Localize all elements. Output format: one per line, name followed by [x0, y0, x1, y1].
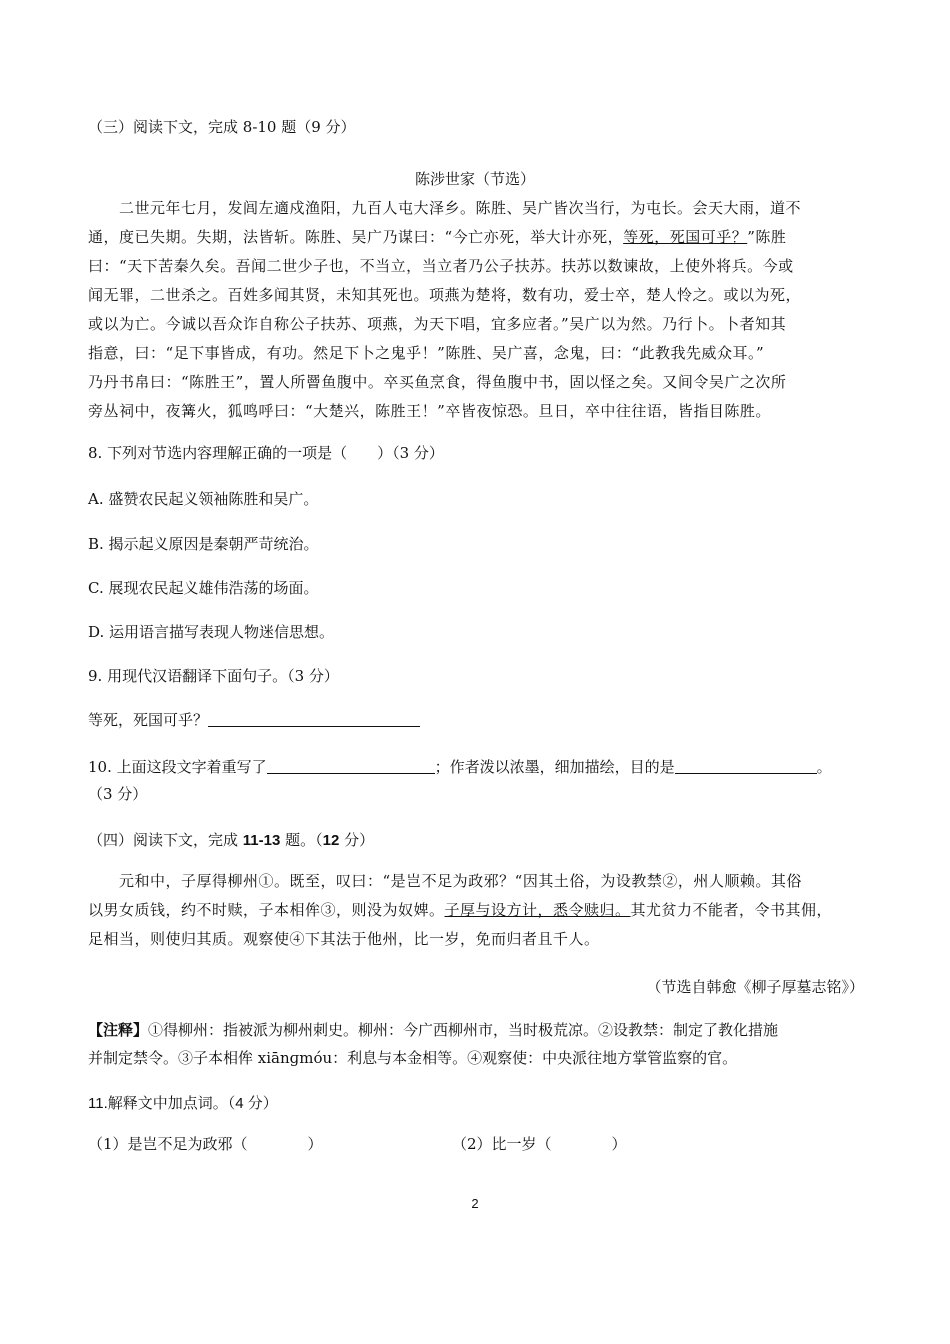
passage-line: 曰：“天下苦秦久矣。吾闻二世少子也，不当立，当立者乃公子扶苏。扶苏以数谏故，上使外将兵。今或	[88, 257, 794, 275]
q11-item-2: （2）比一岁（ ）	[452, 1135, 627, 1153]
passage-line: 指意，曰：“足下事皆成，有功。然足下卜之鬼乎！”陈胜、吴广喜，念鬼，曰：“此教我先威众耳。”	[88, 344, 765, 362]
passage-line: 以男女质钱，约不时赎，子本相侔③，则没为奴婢。子厚与设方计，悉令赎归。其尤贫力不能者，令书其佣，	[88, 901, 833, 919]
passage-source: （节选自韩愈《柳子厚墓志铭》）	[646, 978, 864, 996]
underlined-sentence: 等死，死国可乎？	[623, 228, 748, 246]
q9-answer-line: 等死，死国可乎？	[88, 710, 420, 730]
underlined-sentence: 子厚与设方计，悉令赎归。	[444, 901, 631, 919]
question-10: 10. 上面这段文字着重写了 ；作者泼以浓墨，细加描绘，目的是 。	[88, 758, 832, 776]
q8-option-b: B. 揭示起义原因是秦朝严苛统治。	[88, 535, 319, 553]
passage-chen-she	[88, 194, 858, 426]
passage-line: 乃丹书帛曰：“陈胜王”，置人所罾鱼腹中。卒买鱼烹食，得鱼腹中书，固以怪之矣。又间令吴广之次所	[88, 373, 787, 391]
passage-liu-zihou	[88, 867, 858, 954]
page-number: 2	[471, 1196, 479, 1211]
passage-line: 足相当，则使归其质。观察使④下其法于他州，比一岁，免而归者且千人。	[88, 930, 600, 948]
passage-line: 或以为亡。今诚以吾众诈自称公子扶苏、项燕，为天下唱，宜多应者。”吴广以为然。乃行卜。卜者知其	[88, 315, 787, 333]
passage-line: 二世元年七月，发闾左適戍渔阳，九百人屯大泽乡。陈胜、吴广皆次当行，为屯长。会天大雨，道不	[119, 199, 802, 217]
passage-line: 通，度已失期。失期，法皆斩。陈胜、吴广乃谋曰：“今亡亦死，举大计亦死，等死，死国可乎？”陈胜	[88, 228, 787, 246]
passage-title: 陈涉世家（节选）	[414, 170, 535, 188]
answer-blank[interactable]	[267, 758, 435, 774]
question-9: 9. 用现代汉语翻译下面句子。（3 分）	[88, 667, 339, 685]
note-label: 【注释】	[88, 1022, 149, 1039]
passage-line: 闻无罪，二世杀之。百姓多闻其贤，未知其死也。项燕为楚将，数有功，爱士卒，楚人怜之。或以为死，	[88, 286, 802, 304]
q8-option-c: C. 展现农民起义雄伟浩荡的场面。	[88, 579, 319, 597]
passage-line: 旁丛祠中，夜篝火，狐鸣呼曰：“大楚兴，陈胜王！”卒皆夜惊恐。旦日，卒中往往语，皆指目陈胜。	[88, 402, 771, 420]
passage-line: 元和中，子厚得柳州①。既至，叹曰：“是岂不足为政邪？“因其土俗，为设教禁②，州人顺赖。其俗	[119, 872, 802, 890]
annotation-notes: 【注释】①得柳州：指被派为柳州刺史。柳州：今广西柳州市，当时极荒凉。②设教禁：制定了教化措施 并制定禁令。③子本相侔 xiānɡmóu：利息与本金相等。④观察使：中央派往地方掌管监察的官。	[88, 1021, 779, 1067]
q8-option-d: D. 运用语言描写表现人物迷信思想。	[88, 623, 335, 641]
q11-item-1: （1）是岂不足为政邪（ ）	[88, 1135, 323, 1153]
answer-blank[interactable]	[675, 758, 817, 774]
question-11: 11.解释文中加点词。（4 分）	[88, 1095, 278, 1112]
answer-blank[interactable]	[208, 711, 420, 727]
q10-score: （3 分）	[88, 785, 148, 803]
section4-heading: （四）阅读下文，完成 11-13 题。（12 分）	[88, 831, 375, 849]
question-8: 8. 下列对节选内容理解正确的一项是（ ）（3 分）	[88, 444, 444, 462]
q8-option-a: A. 盛赞农民起义领袖陈胜和吴广。	[88, 490, 319, 508]
section3-heading: （三）阅读下文，完成 8-10 题（9 分）	[88, 118, 356, 136]
